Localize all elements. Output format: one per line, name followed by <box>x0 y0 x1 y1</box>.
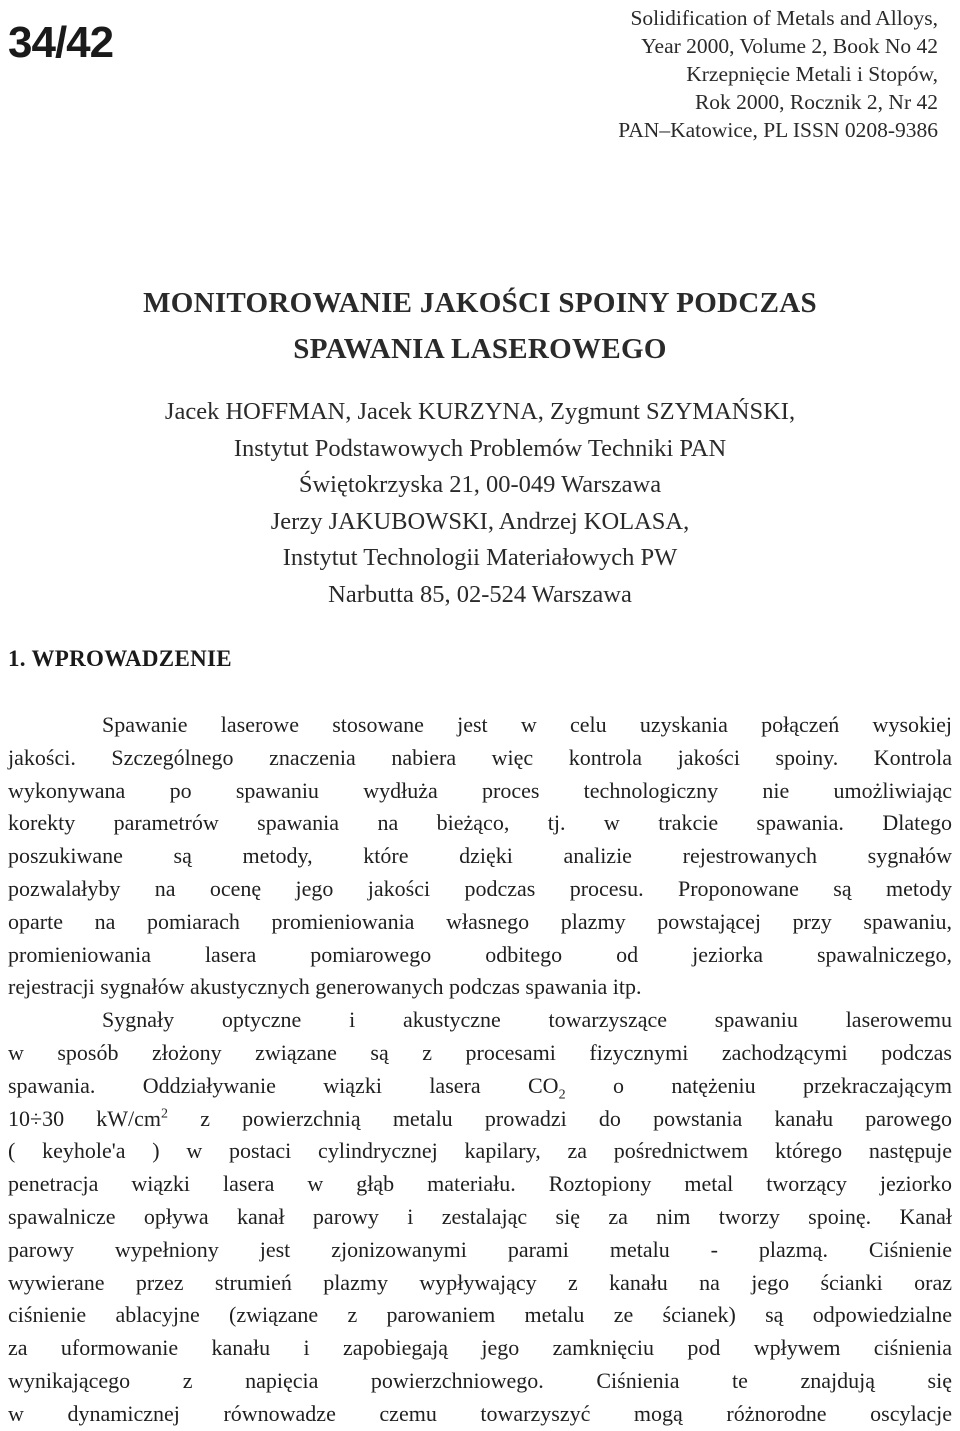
body-line: spawalnicze opływa kanał parowy i zestalając się za nim tworzy spoinę. Kanał <box>8 1203 952 1229</box>
authors-line: Jacek HOFFMAN, Jacek KURZYNA, Zygmunt SZYMAŃSKI, <box>164 398 796 425</box>
journal-line: Year 2000, Volume 2, Book No 42 <box>641 34 938 58</box>
body-line: pozwalałyby na ocenę jego jakości podczas procesu. Proponowane są metody <box>8 875 952 901</box>
journal-line: Rok 2000, Rocznik 2, Nr 42 <box>694 90 938 114</box>
body-line: promieniowania lasera pomiarowego odbitego od jeziorka spawalniczego, <box>8 941 952 967</box>
paper-title <box>0 280 960 372</box>
authors-line: Jerzy JAKUBOWSKI, Andrzej KOLASA, <box>270 507 690 535</box>
body-line-formula <box>8 1070 952 1103</box>
title-line: MONITOROWANIE JAKOŚCI SPOINY PODCZAS <box>143 287 817 319</box>
affiliation-line: Instytut Technologii Materiałowych PW <box>282 544 678 572</box>
body-line: rejestracji sygnałów akustycznych generowanych podczas spawania itp. <box>8 974 642 1000</box>
body-line: ( keyhole'a ) w postaci cylindrycznej kapilary, za pośrednictwem którego następuje <box>8 1138 952 1164</box>
body-line: jakości. Szczególnego znaczenia nabiera więc kontrola jakości spoiny. Kontrola <box>8 744 952 770</box>
body-line: poszukiwane są metody, które dzięki analizie rejestrowanych sygnałów <box>8 843 952 869</box>
superscript: 2 <box>161 1106 169 1122</box>
body-line: wynikającego z napięcia powierzchniowego. Ciśnienia te znajdują się <box>8 1367 952 1393</box>
body-text-segment: o natężeniu przekraczającym <box>612 1072 952 1098</box>
body-line: Sygnały optyczne i akustyczne towarzyszące spawaniu laserowemu <box>102 1007 952 1033</box>
address-line: Narbutta 85, 02-524 Warszawa <box>328 580 632 608</box>
body-line: wywierane przez strumień plazmy wypływający z kanału na jego ścianki oraz <box>8 1269 952 1295</box>
body-line: w dynamicznej równowadze czemu towarzyszyć mogą różnorodne oscylacje <box>8 1400 952 1426</box>
body-line: korekty parametrów spawania na bieżąco, tj. w trakcie spawania. Dlatego <box>8 810 952 836</box>
body-text-segment: spawania. Oddziaływanie wiązki lasera CO <box>8 1072 559 1098</box>
address-line: Świętokrzyska 21, 00-049 Warszawa <box>298 471 662 499</box>
body-text-segment: 10÷30 kW/cm <box>8 1105 162 1131</box>
page-number: 34/42 <box>8 18 114 67</box>
journal-line: Solidification of Metals and Alloys, <box>630 6 938 30</box>
body-line: oparte na pomiarach promieniowania własnego plazmy powstającej przy spawaniu, <box>8 908 952 934</box>
body-line: ciśnienie ablacyjne (związane z parowaniem metalu ze ścianek) są odpowiedzialne <box>8 1302 952 1328</box>
body-line-formula <box>8 1103 952 1136</box>
body-text <box>8 709 952 1431</box>
journal-line: Krzepnięcie Metali i Stopów, <box>686 62 938 86</box>
affiliation-line: Instytut Podstawowych Problemów Techniki PAN <box>233 434 727 462</box>
section-heading: 1. WPROWADZENIE <box>8 646 232 671</box>
title-line: SPAWANIA LASEROWEGO <box>293 333 667 365</box>
subscript: 2 <box>558 1087 566 1103</box>
body-line: Spawanie laserowe stosowane jest w celu uzyskania połączeń wysokiej <box>102 712 952 737</box>
body-line: w sposób złożony związane są z procesami fizycznymi zachodzącymi podczas <box>8 1039 952 1065</box>
journal-info <box>518 4 938 144</box>
body-line: penetracja wiązki lasera w głąb materiału. Roztopiony metal tworzący jeziorko <box>8 1171 952 1197</box>
authors-block <box>0 394 960 614</box>
journal-line: PAN–Katowice, PL ISSN 0208-9386 <box>618 118 938 142</box>
body-line: za uformowanie kanału i zapobiegają jego zamknięciu pod wpływem ciśnienia <box>8 1335 952 1361</box>
body-text-segment: z powierzchnią metalu prowadzi do powstania kanału parowego <box>200 1105 953 1131</box>
body-line: parowy wypełniony jest zjonizowanymi parami metalu - plazmą. Ciśnienie <box>8 1236 952 1262</box>
body-line: wykonywana po spawaniu wydłuża proces technologiczny nie umożliwiając <box>8 777 952 803</box>
